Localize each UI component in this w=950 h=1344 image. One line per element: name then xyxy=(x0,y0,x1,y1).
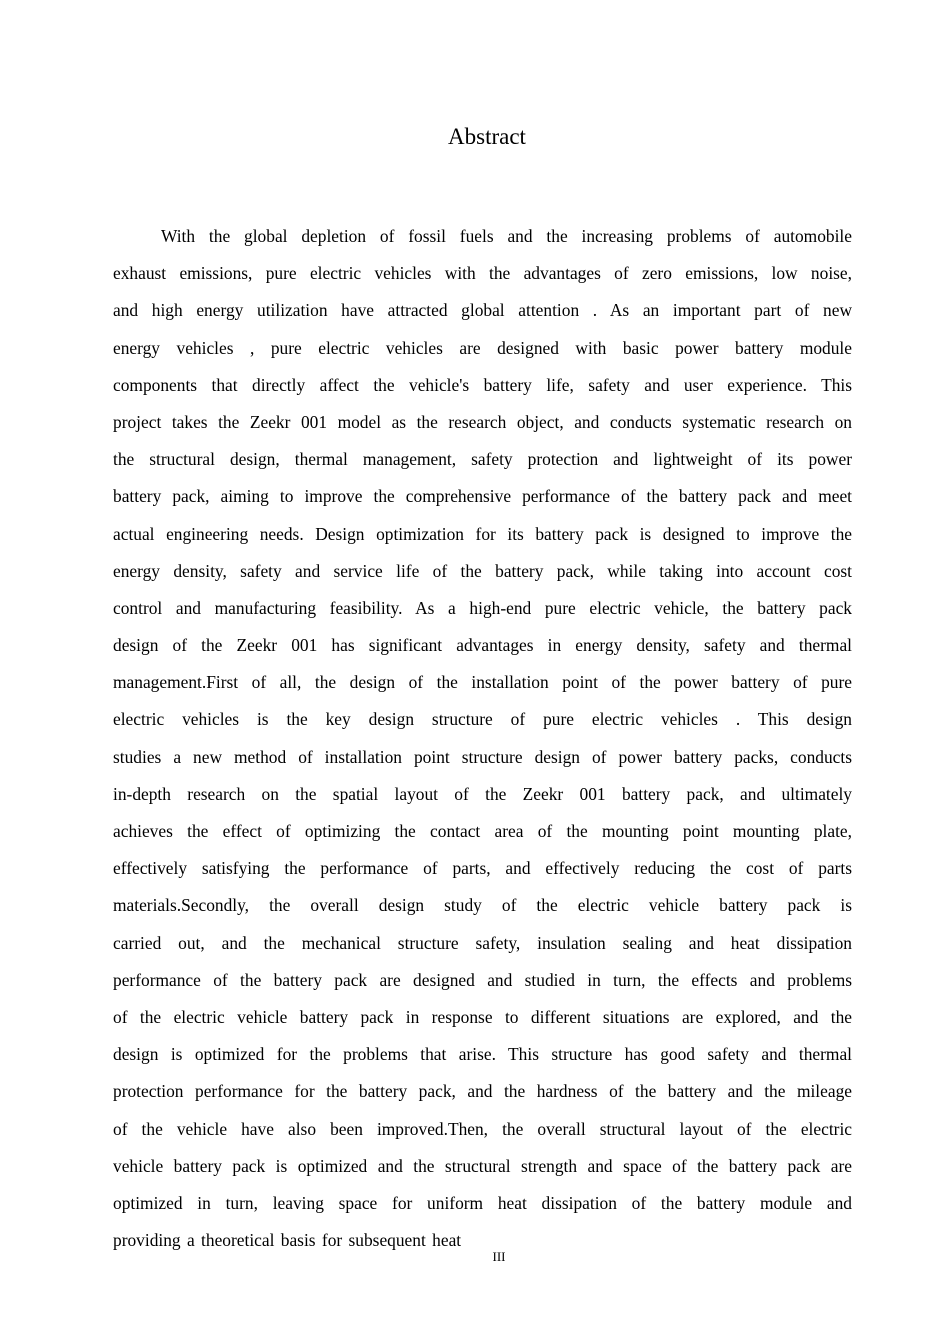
abstract-line: performance of the battery pack are designed and studied in turn, the effects and problems xyxy=(113,969,852,990)
abstract-line: materials.Secondly, the overall design study of the electric vehicle battery pack is xyxy=(113,895,852,916)
abstract-line: energy vehicles , pure electric vehicles are designed with basic power battery module xyxy=(113,337,852,358)
abstract-line: exhaust emissions, pure electric vehicles with the advantages of zero emissions, low noise, xyxy=(113,263,852,284)
abstract-line: design of the Zeekr 001 has significant advantages in energy density, safety and thermal xyxy=(113,635,852,656)
abstract-line: in-depth research on the spatial layout of the Zeekr 001 battery pack, and ultimately xyxy=(113,783,852,804)
abstract-line: vehicle battery pack is optimized and the structural strength and space of the battery pack are xyxy=(113,1155,852,1176)
abstract-line: and high energy utilization have attracted global attention . As an important part of new xyxy=(113,300,852,321)
abstract-line: of the vehicle have also been improved.Then, the overall structural layout of the electric xyxy=(113,1118,852,1139)
abstract-line: of the electric vehicle battery pack in response to different situations are explored, and the xyxy=(113,1006,852,1027)
abstract-line: design is optimized for the problems that arise. This structure has good safety and thermal xyxy=(113,1044,852,1065)
abstract-line: the structural design, thermal management, safety protection and lightweight of its power xyxy=(113,449,852,470)
page-title: Abstract xyxy=(448,124,526,149)
abstract-line: management.First of all, the design of the installation point of the power battery of pure xyxy=(113,672,852,693)
abstract-line: project takes the Zeekr 001 model as the research object, and conducts systematic research on xyxy=(113,411,852,432)
abstract-line: components that directly affect the vehicle's battery life, safety and user experience. This xyxy=(113,374,852,395)
abstract-line: energy density, safety and service life of the battery pack, while taking into account cost xyxy=(113,560,852,581)
abstract-line: providing a theoretical basis for subsequent heat xyxy=(113,1230,462,1251)
abstract-line: optimized in turn, leaving space for uniform heat dissipation of the battery module and xyxy=(113,1192,852,1213)
abstract-body xyxy=(113,218,852,1259)
abstract-line: With the global depletion of fossil fuels and the increasing problems of automobile xyxy=(161,226,852,246)
abstract-line: achieves the effect of optimizing the contact area of the mounting point mounting plate, xyxy=(113,821,852,841)
abstract-line: carried out, and the mechanical structure safety, insulation sealing and heat dissipation xyxy=(113,932,852,953)
abstract-line: studies a new method of installation point structure design of power battery packs, conducts xyxy=(113,746,852,767)
abstract-line: control and manufacturing feasibility. As a high-end pure electric vehicle, the battery pack xyxy=(113,597,852,618)
abstract-line: effectively satisfying the performance of parts, and effectively reducing the cost of parts xyxy=(113,858,852,879)
abstract-line: electric vehicles is the key design structure of pure electric vehicles . This design xyxy=(113,709,852,730)
abstract-line: protection performance for the battery pack, and the hardness of the battery and the mileage xyxy=(113,1081,852,1102)
abstract-line: actual engineering needs. Design optimization for its battery pack is designed to improve the xyxy=(113,523,852,544)
abstract-line: battery pack, aiming to improve the comprehensive performance of the battery pack and meet xyxy=(113,486,852,507)
page-number: III xyxy=(492,1249,506,1264)
